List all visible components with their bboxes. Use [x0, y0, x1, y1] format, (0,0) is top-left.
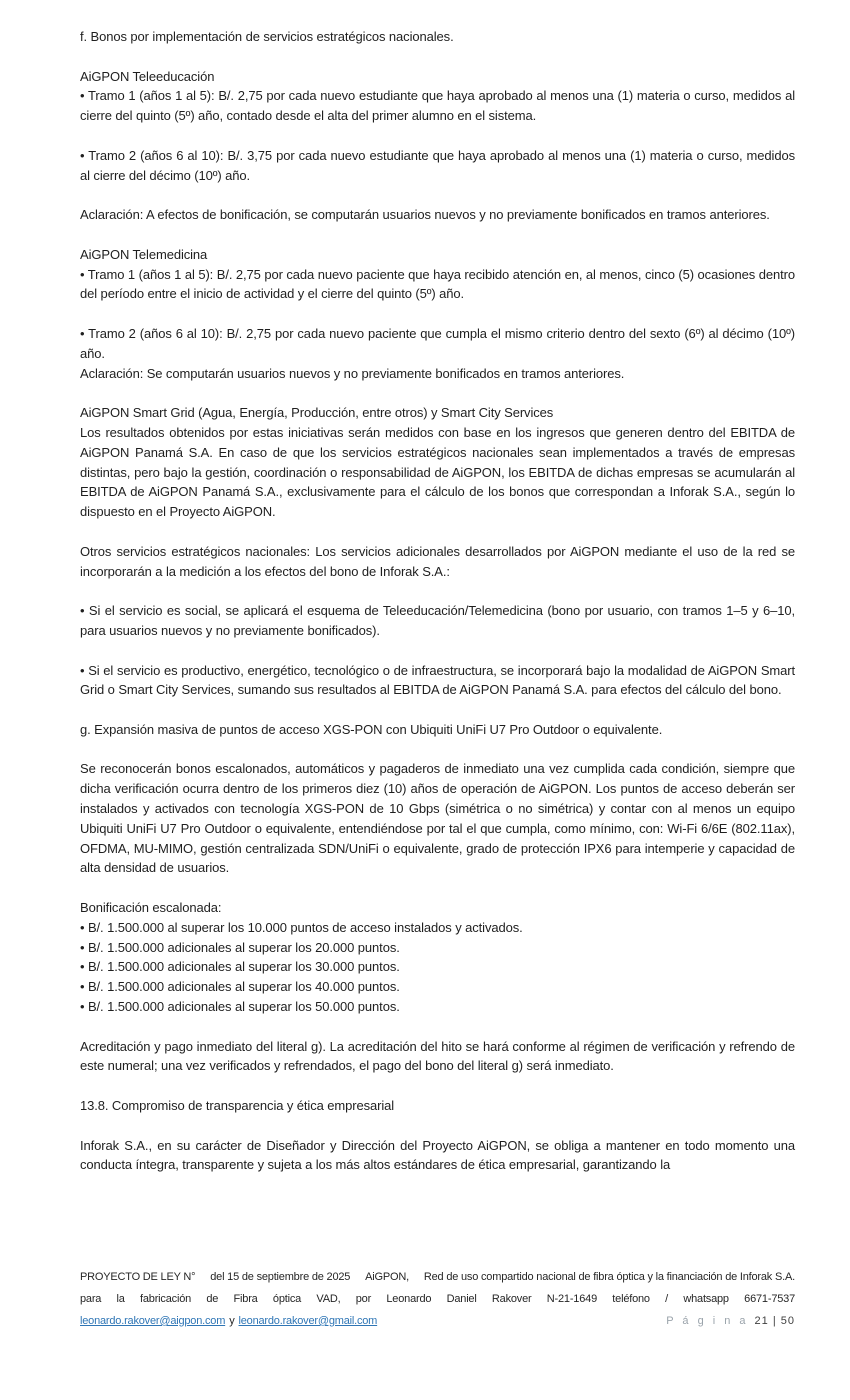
footer-project-name: AiGPON,: [365, 1271, 409, 1283]
footer-project-date: del 15 de septiembre de 2025: [210, 1271, 351, 1283]
para-inforak-compromiso: Inforak S.A., en su carácter de Diseñador y Dirección del Proyecto AiGPON, se obliga a mantener en todo momento una conducta íntegra, transparente y sujeta a los más altos estándares de ética empresarial, garantizando la: [80, 1137, 795, 1173]
page-indicator: [666, 1310, 795, 1332]
heading-aigpon-teleeducacion: AiGPON Teleeducación: [80, 68, 215, 84]
email-link-aigpon[interactable]: leonardo.rakover@aigpon.com: [80, 1315, 226, 1327]
footer-author-text: para la fabricación de Fibra óptica VAD, por Leonardo Daniel Rakover N-21-1649 teléfono / whatsapp 6671-7537: [80, 1293, 795, 1305]
bullet-bonificacion-20000: • B/. 1.500.000 adicionales al superar los 20.000 puntos.: [80, 939, 400, 955]
bullet-teleeducacion-tramo2: • Tramo 2 (años 6 al 10): B/. 3,75 por cada nuevo estudiante que haya aprobado al menos una (1) materia o curso, medidos al cierre del décimo (10º) año.: [80, 147, 795, 183]
heading-smart-grid: AiGPON Smart Grid (Agua, Energía, Producción, entre otros) y Smart City Services: [80, 405, 554, 421]
footer-line-author: [80, 1288, 795, 1310]
email-link-gmail[interactable]: leonardo.rakover@gmail.com: [238, 1315, 378, 1327]
heading-aigpon-telemedicina: AiGPON Telemedicina: [80, 246, 208, 262]
page-indicator-number: 21 | 50: [754, 1315, 795, 1327]
link-separator: y: [229, 1315, 235, 1327]
para-expansion-xgspon: g. Expansión masiva de puntos de acceso XGS-PON con Ubiquiti UniFi U7 Pro Outdoor o equivalente.: [80, 721, 663, 737]
footer-project-label: PROYECTO DE LEY N°: [80, 1271, 196, 1283]
footer-line-contact: [80, 1310, 795, 1332]
para-otros-servicios: Otros servicios estratégicos nacionales: Los servicios adicionales desarrollados por AiGPON mediante el uso de la red se incorporarán a la medición a los efectos del bono de Inforak S.A.:: [80, 543, 795, 579]
bullet-telemedicina-tramo2: • Tramo 2 (años 6 al 10): B/. 2,75 por cada nuevo paciente que cumpla el mismo criterio dentro del sexto (6º) al décimo (10º) año.: [80, 325, 795, 361]
para-aclaracion-teleeducacion: Aclaración: A efectos de bonificación, se computarán usuarios nuevos y no previamente bonificados en tramos anteriores.: [80, 207, 770, 223]
heading-bonificacion-escalonada: Bonificación escalonada:: [80, 900, 222, 916]
footer-line-project: [80, 1266, 795, 1288]
footer-contact-links: [80, 1310, 377, 1332]
bullet-servicio-productivo: • Si el servicio es productivo, energético, tecnológico o de infraestructura, se incorporará bajo la modalidad de AiGPON Smart Grid o Smart City Services, sumando sus resultados al EBITDA de AiGPON Panamá S.A. para efectos del cálculo del bono.: [80, 662, 795, 698]
para-smart-grid-ebitda: Los resultados obtenidos por estas iniciativas serán medidos con base en los ingresos que generen dentro del EBITDA de AiGPON Panamá S.A. En caso de que los servicios estratégicos nacionales sean implementados a través de empresas distintas, pero bajo la gestión, coordinación o responsabilidad de AiGPON, los EBITDA de dichas empresas se acumularán al EBITDA de AiGPON Panamá S.A., exclusivamente para el cálculo de los bonos que correspondan a Inforak S.A., según lo dispuesto en el Proyecto AiGPON.: [80, 424, 795, 520]
bullet-teleeducacion-tramo1: • Tramo 1 (años 1 al 5): B/. 2,75 por cada nuevo estudiante que haya aprobado al menos una (1) materia o curso, medidos al cierre del quinto (5º) año, contado desde el alta del primer alumno en el sistema.: [80, 88, 795, 124]
page-indicator-label: P á g i n a: [666, 1315, 749, 1327]
bullet-telemedicina-tramo1: • Tramo 1 (años 1 al 5): B/. 2,75 por cada nuevo paciente que haya recibido atención en, al menos, cinco (5) ocasiones dentro del período entre el inicio de actividad y el cierre del quinto (5º) año.: [80, 266, 795, 302]
bullet-bonificacion-50000: • B/. 1.500.000 adicionales al superar los 50.000 puntos.: [80, 999, 400, 1015]
footer-project-desc: Red de uso compartido nacional de fibra óptica y la financiación de Inforak S.A.: [423, 1271, 795, 1283]
para-bonos-escalonados: Se reconocerán bonos escalonados, automáticos y pagaderos de inmediato una vez cumplida cada condición, siempre que dicha verificación ocurra dentro de los primeros diez (10) años de operación de AiGPON. Los puntos de acceso deberán ser instalados y activados con tecnología XGS-PON de 10 Gbps (simétrica o no simétrica) y contar con al menos un equipo Ubiquiti UniFi U7 Pro Outdoor o equivalente, entendiéndose por tal el que cumpla, como mínimo, con: Wi-Fi 6/6E (802.11ax), OFDMA, MU-MIMO, gestión centralizada SDN/UniFi o equivalente, grado de protección IPX6 para intemperie y capacidad de alta densidad de usuarios.: [80, 761, 795, 876]
page-footer: [80, 1266, 795, 1332]
document-body: [80, 27, 795, 1175]
bullet-servicio-social: • Si el servicio es social, se aplicará el esquema de Teleeducación/Telemedicina (bono por usuario, con tramos 1–5 y 6–10, para usuarios nuevos y no previamente bonificados).: [80, 603, 795, 638]
bullet-bonificacion-30000: • B/. 1.500.000 adicionales al superar los 30.000 puntos.: [80, 959, 400, 975]
para-bonos-implementacion: f. Bonos por implementación de servicios estratégicos nacionales.: [80, 29, 454, 44]
bullet-bonificacion-10000: • B/. 1.500.000 al superar los 10.000 puntos de acceso instalados y activados.: [80, 919, 523, 935]
heading-13-8-transparencia: 13.8. Compromiso de transparencia y ética empresarial: [80, 1098, 395, 1114]
bullet-bonificacion-40000: • B/. 1.500.000 adicionales al superar los 40.000 puntos.: [80, 979, 400, 995]
para-aclaracion-telemedicina: Aclaración: Se computarán usuarios nuevos y no previamente bonificados en tramos anteriores.: [80, 365, 625, 381]
para-acreditacion-pago: Acreditación y pago inmediato del literal g). La acreditación del hito se hará conforme al régimen de verificación y refrendo de este numeral; una vez verificados y refrendados, el pago del bono del literal g) será inmediato.: [80, 1038, 795, 1074]
